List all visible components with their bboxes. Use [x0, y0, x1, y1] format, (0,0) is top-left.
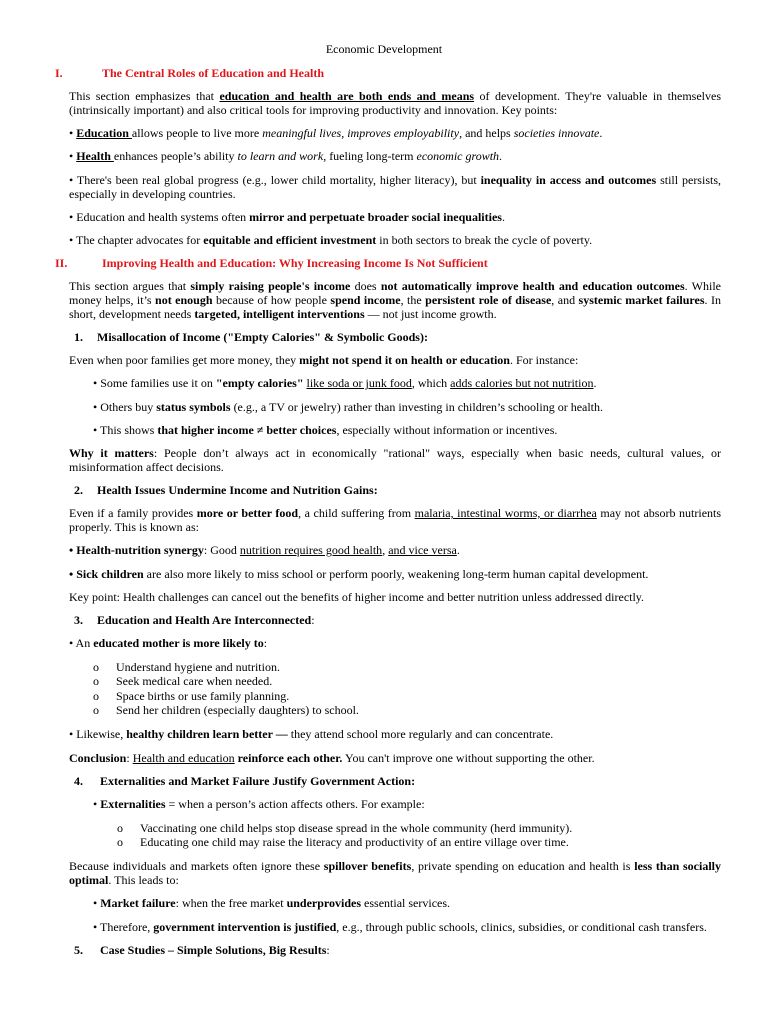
text-run: Even if a family provides	[69, 506, 197, 520]
text-run: . This leads to:	[108, 873, 179, 887]
text-run: :	[126, 751, 133, 765]
list-item	[93, 674, 653, 688]
subsection-5-heading	[0, 943, 768, 957]
text-run: This section emphasizes that	[69, 89, 220, 103]
text-run: Health and education	[132, 751, 235, 765]
section-2-heading	[0, 256, 768, 270]
subsection-4-number: 4.	[74, 774, 83, 788]
bullet-systems	[69, 210, 721, 224]
text-run: still persists, especially in developing countries.	[69, 173, 721, 201]
bullet-health	[69, 149, 721, 163]
list-marker: o	[93, 688, 99, 703]
sub1-lead	[69, 353, 721, 367]
list-marker: o	[117, 835, 123, 850]
sub2-item-sick-children	[69, 567, 721, 581]
text-run: .	[599, 126, 603, 140]
text-run: underprovides	[286, 896, 362, 910]
subsection-3-title	[97, 613, 315, 627]
text-run: Even when poor families get more money, they	[69, 353, 300, 367]
text-run: enhances people’s ability	[113, 149, 238, 163]
text-run: education and health are both ends and means	[219, 89, 475, 103]
section-1-heading	[0, 66, 768, 80]
text-run: : when the free market	[175, 896, 287, 910]
text-run: does	[350, 279, 381, 293]
text-run: like soda or junk food	[306, 376, 412, 390]
text-run: because of how people	[212, 293, 331, 307]
text-run: are also more likely to miss school or perform poorly, weakening long-term human capital development.	[143, 567, 649, 581]
text-run: :	[311, 613, 315, 627]
text-run: • Some families use it on	[93, 376, 216, 390]
sub4-item-government	[93, 920, 721, 934]
list-marker: o	[93, 674, 99, 689]
text-run: simply raising people's income	[190, 279, 351, 293]
list-item	[117, 835, 717, 849]
text-run: • There's been real global progress (e.g., lower child mortality, higher literacy), but	[69, 173, 481, 187]
text-run: .	[456, 543, 460, 557]
text-run: meaningful lives, improves employability	[262, 126, 460, 140]
text-run: may not absorb nutrients properly. This is known as:	[69, 506, 722, 534]
text-run: , private spending on education and health is	[411, 859, 635, 873]
subsection-2-title: Health Issues Undermine Income and Nutrition Gains:	[97, 483, 378, 497]
text-run: equitable and efficient investment	[203, 233, 377, 247]
text-run: • Education and health systems often	[69, 210, 250, 224]
sub4-item-market-failure	[93, 896, 721, 910]
text-run: Understand hygiene and nutrition.	[116, 660, 280, 674]
text-run: • Likewise,	[69, 727, 127, 741]
text-run: in both sectors to break the cycle of poverty.	[376, 233, 593, 247]
text-run: that higher income ≠ better choices	[157, 423, 337, 437]
text-run: economic growth	[416, 149, 500, 163]
text-run: Send her children (especially daughters) to school.	[116, 702, 359, 717]
text-run: educated mother is more likely to	[93, 636, 264, 650]
text-run: • Sick children	[69, 567, 144, 581]
text-run: of development. They're valuable in themselves (intrinsically important) and also critical tools for improving productivity and innovation. Key points:	[69, 89, 721, 117]
section-2-intro	[69, 279, 721, 321]
text-run: , especially without information or incentives.	[336, 423, 558, 437]
list-marker: o	[93, 660, 99, 674]
text-run: Conclusion	[69, 751, 127, 765]
sub2-lead	[69, 506, 721, 534]
document-title: Economic Development	[325, 42, 443, 56]
text-run: = when a person’s action affects others. For example:	[165, 797, 425, 811]
sub3-lead	[69, 636, 721, 650]
text-run: :	[263, 636, 268, 650]
subsection-1-number: 1.	[74, 330, 83, 344]
text-run: nutrition requires good health	[239, 543, 383, 557]
text-run: •	[93, 896, 101, 910]
text-run: Vaccinating one child helps stop disease spread in the whole community (herd immunity).	[140, 821, 573, 835]
text-run: inequality in access and outcomes	[480, 173, 657, 187]
text-run: :	[326, 943, 330, 957]
text-run: . While money helps, it’s	[69, 279, 722, 307]
list-item	[93, 689, 653, 703]
text-run: Seek medical care when needed.	[116, 674, 273, 689]
subsection-1-title: Misallocation of Income ("Empty Calories" & Symbolic Goods):	[97, 330, 428, 344]
list-marker: o	[117, 821, 123, 835]
text-run: not automatically improve health and education outcomes	[380, 279, 685, 293]
text-run: • Therefore,	[93, 920, 154, 934]
text-run: spend income	[330, 293, 401, 307]
text-run: •	[93, 797, 101, 811]
section-1-intro	[69, 89, 721, 117]
text-run: less than socially optimal	[69, 859, 722, 887]
text-run: they attend school more regularly and can concentrate.	[287, 727, 554, 741]
sub3-likewise	[69, 727, 721, 741]
list-marker: o	[93, 702, 99, 717]
text-run: government intervention is justified	[153, 920, 337, 934]
text-run: essential services.	[361, 896, 451, 910]
sub4-lead	[93, 797, 721, 811]
text-run: societies innovate	[513, 126, 600, 140]
subsection-5-number: 5.	[74, 943, 83, 957]
text-run: • This shows	[93, 423, 158, 437]
text-run: healthy children learn better —	[126, 727, 288, 741]
text-run: . For instance:	[509, 353, 579, 367]
text-run: spillover benefits	[323, 859, 412, 873]
list-item	[93, 703, 653, 717]
bullet-education	[69, 126, 721, 140]
text-run: , fueling long-term	[323, 149, 417, 163]
text-run: . In short, development needs	[69, 293, 721, 321]
text-run: • The chapter advocates for	[69, 233, 204, 247]
text-run: , and	[551, 293, 579, 307]
text-run: .	[501, 210, 505, 224]
text-run: (e.g., a TV or jewelry) rather than investing in children’s schooling or health.	[230, 400, 604, 414]
text-run: allows people to live more	[131, 126, 263, 140]
subsection-3-number: 3.	[74, 613, 83, 627]
text-run: Why it matters	[69, 446, 154, 460]
text-run: Health	[76, 149, 114, 163]
text-run: , which	[411, 376, 451, 390]
sub2-key-point: Key point: Health challenges can cancel out the benefits of higher income and better nutrition unless addressed directly.	[69, 590, 645, 604]
text-run: • Health-nutrition synergy	[69, 543, 204, 557]
text-run: persistent role of disease	[425, 293, 552, 307]
list-item	[117, 821, 717, 835]
text-run: Educating one child may raise the literacy and productivity of an entire village over time.	[140, 835, 569, 850]
text-run: • Others buy	[93, 400, 157, 414]
list-item	[93, 660, 653, 674]
text-run: This section argues that	[69, 279, 191, 293]
sub4-externalities-list	[117, 821, 717, 850]
text-run: Education	[76, 126, 132, 140]
section-2-title: Improving Health and Education: Why Increasing Income Is Not Sufficient	[102, 256, 488, 270]
text-run: "empty calories"	[215, 376, 304, 390]
bullet-chapter	[69, 233, 721, 247]
text-run: adds calories but not nutrition	[450, 376, 594, 390]
text-run: Education and Health Are Interconnected	[97, 613, 312, 627]
section-1-title: The Central Roles of Education and Health	[102, 66, 325, 80]
text-run: , and helps	[459, 126, 514, 140]
text-run: targeted, intelligent interventions	[194, 307, 365, 321]
bullet: •	[69, 126, 74, 140]
text-run: ,	[382, 543, 389, 557]
text-run: Externalities	[100, 797, 166, 811]
bullet: •	[69, 149, 74, 163]
text-run: Space births or use family planning.	[116, 688, 290, 703]
text-run: : Good	[203, 543, 240, 557]
section-2-number: II.	[55, 256, 68, 270]
sub1-item-higher-income	[93, 423, 721, 437]
text-run: .	[593, 376, 597, 390]
text-run: mirror and perpetuate broader social inequalities	[249, 210, 502, 224]
text-run: , e.g., through public schools, clinics, subsidies, or conditional cash transfers.	[336, 920, 707, 934]
text-run: Market failure	[100, 896, 176, 910]
text-run: reinforce each other.	[237, 751, 343, 765]
text-run: — not just income growth.	[364, 307, 497, 321]
text-run: Because individuals and markets often ignore these	[69, 859, 324, 873]
text-run: : People don’t always act in economically "rational" ways, especially when basic needs, cultural values, or misinformation affect decisions.	[69, 446, 721, 474]
subsection-2-heading	[0, 483, 768, 497]
text-run: status symbols	[156, 400, 231, 414]
subsection-2-number: 2.	[74, 483, 83, 497]
text-run: systemic market failures	[578, 293, 705, 307]
text-run: more or better food	[196, 506, 299, 520]
text-run: You can't improve one without supporting the other.	[342, 751, 595, 765]
text-run: , a child suffering from	[298, 506, 415, 520]
text-run: to learn and work	[237, 149, 324, 163]
subsection-4-heading	[0, 774, 768, 788]
subsection-1-heading	[0, 330, 768, 344]
text-run: , the	[400, 293, 426, 307]
subsection-3-heading	[0, 613, 768, 627]
sub1-why-it-matters	[69, 446, 721, 474]
sub1-item-empty-calories	[93, 376, 721, 390]
text-run: malaria, intestinal worms, or diarrhea	[414, 506, 597, 520]
subsection-4-title: Externalities and Market Failure Justify Government Action:	[100, 774, 416, 788]
subsection-5-title	[100, 943, 330, 957]
sub1-item-status-symbols	[93, 400, 721, 414]
section-1-number: I.	[55, 66, 63, 80]
sub3-conclusion	[69, 751, 721, 765]
text-run: and vice versa	[388, 543, 457, 557]
text-run: • An	[69, 636, 94, 650]
sub2-item-synergy	[69, 543, 721, 557]
bullet-progress	[69, 173, 721, 201]
text-run: not enough	[155, 293, 213, 307]
sub3-mother-list	[93, 660, 653, 717]
sub4-because	[69, 859, 721, 887]
text-run: Case Studies – Simple Solutions, Big Results	[100, 943, 327, 957]
text-run: .	[499, 149, 503, 163]
text-run: might not spend it on health or education	[299, 353, 510, 367]
